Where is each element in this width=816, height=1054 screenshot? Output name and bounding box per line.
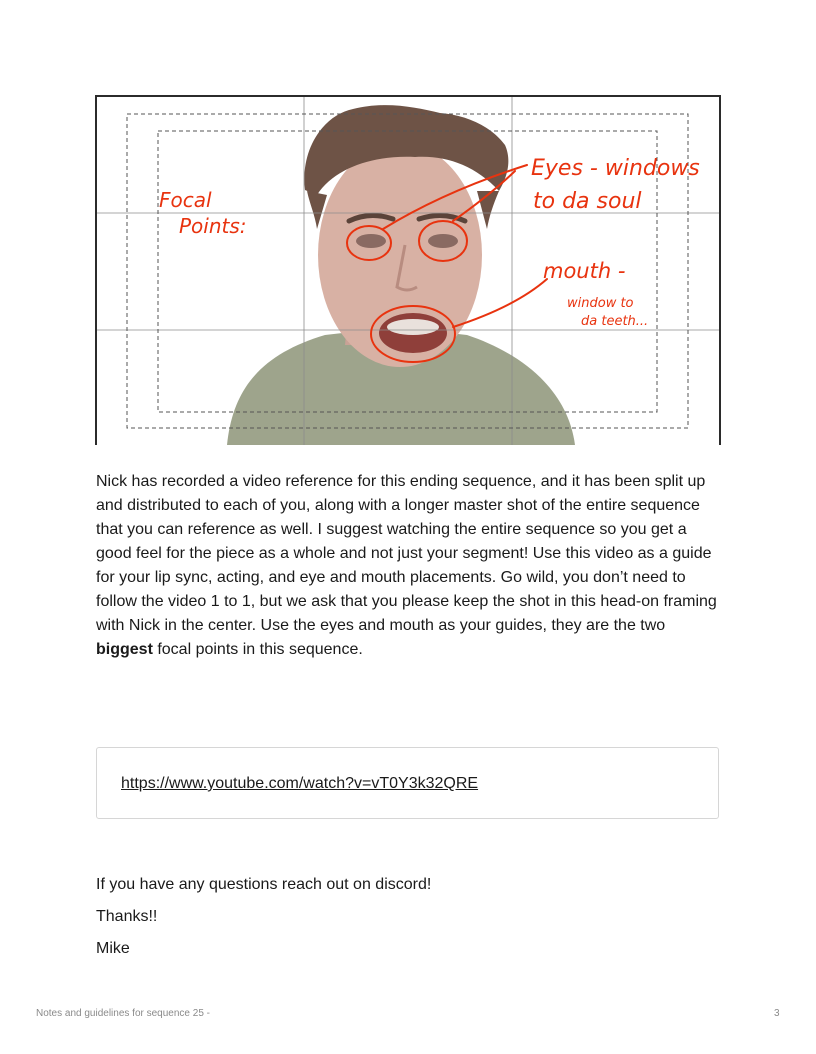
mouth-label-line3: da teeth...: [581, 314, 649, 329]
mouth-label-line2: window to: [567, 296, 634, 311]
reference-frame-figure: [95, 95, 721, 445]
focal-label-line2: Points:: [179, 214, 247, 238]
paragraph-text-end: focal points in this sequence.: [152, 641, 363, 658]
paragraph-text: Nick has recorded a video reference for this ending sequence, and it has been split up and distributed to each of you, along with a longer master shot of the entire sequence that you can reference as well. I suggest watching the entire sequence so you get a good feel for the piece as a whole and not just your segment! Use this video as a guide for your lip sync, acting, and eye and mouth placements. Go wild, you don’t need to follow the video 1 to 1, but we ask that you please keep the shot in this head-on framing with Nick in the center. Use the eyes and mouth as your guides, they are the two: [96, 473, 717, 634]
signature-name: Mike: [96, 940, 130, 957]
focal-label-line1: Focal: [159, 188, 212, 212]
footer-page-number: 3: [774, 1008, 780, 1019]
closing-question-line: If you have any questions reach out on discord!: [96, 876, 432, 893]
reference-frame-image: [95, 95, 721, 445]
footer-document-title: Notes and guidelines for sequence 25 -: [36, 1008, 211, 1019]
eyes-label-line1: Eyes - windows: [531, 156, 700, 181]
closing-thanks-line: Thanks!!: [96, 908, 158, 925]
video-link-card: [96, 747, 719, 819]
instructions-paragraph: [96, 470, 722, 662]
mouth-label-line1: mouth -: [543, 259, 626, 283]
eyes-label-line2: to da soul: [533, 189, 642, 214]
video-link[interactable]: https://www.youtube.com/watch?v=vT0Y3k32QRE: [121, 775, 479, 792]
emphasis-biggest: biggest: [96, 641, 153, 658]
